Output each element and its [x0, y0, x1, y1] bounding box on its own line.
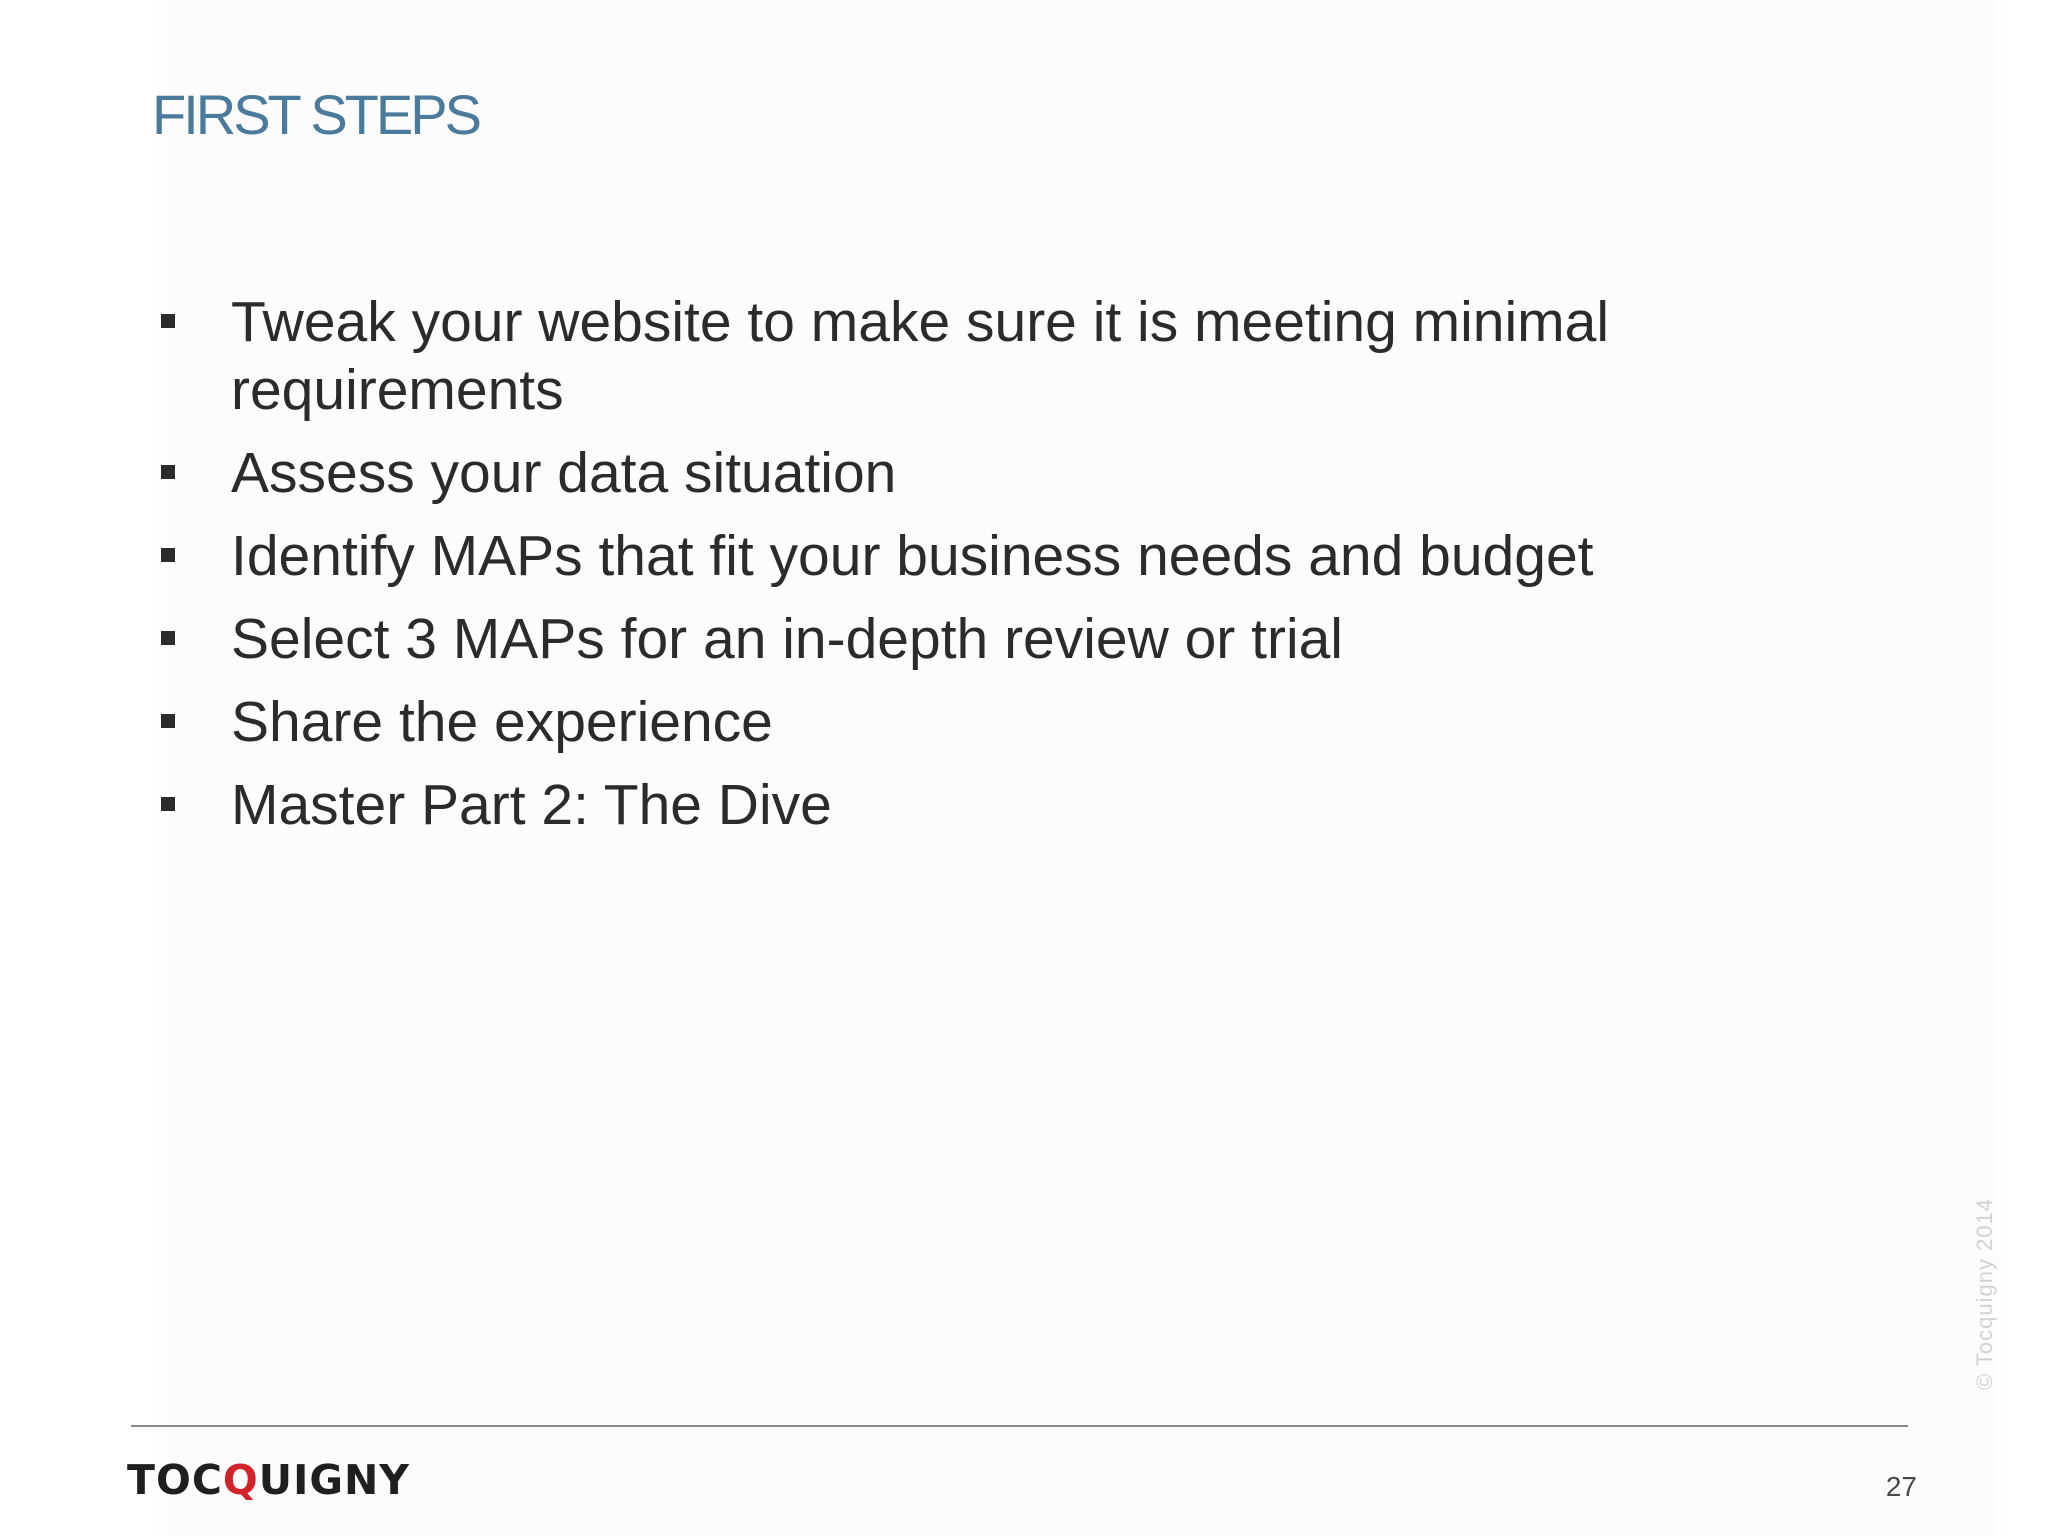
- square-bullet-icon: [161, 548, 175, 562]
- bullet-text: Select 3 MAPs for an in-depth review or trial: [231, 607, 1343, 671]
- square-bullet-icon: [161, 314, 175, 328]
- company-logo: [127, 1456, 410, 1504]
- square-bullet-icon: [161, 714, 175, 728]
- bullet-text: Share the experience: [231, 690, 773, 754]
- square-bullet-icon: [161, 631, 175, 645]
- bullet-item: [155, 605, 1715, 673]
- copyright-text: © Tocquigny 2014: [1972, 1197, 1997, 1390]
- square-bullet-icon: [161, 797, 175, 811]
- bullet-item: [155, 522, 1715, 590]
- bullet-list: [155, 288, 1715, 854]
- page-number: 27: [1885, 1471, 1917, 1502]
- logo-text-end: UIGNY: [258, 1456, 410, 1504]
- bullet-text: Master Part 2: The Dive: [231, 773, 832, 837]
- bullet-item: [155, 439, 1715, 507]
- bullet-item: [155, 688, 1715, 756]
- bullet-text: Tweak your website to make sure it is meeting minimal requirements: [231, 290, 1610, 422]
- footer-divider: [131, 1425, 1908, 1427]
- bullet-text: Identify MAPs that fit your business needs and budget: [231, 524, 1594, 588]
- bullet-item: [155, 771, 1715, 839]
- slide-title: FIRST STEPS: [152, 83, 479, 146]
- square-bullet-icon: [161, 465, 175, 479]
- bullet-text: Assess your data situation: [231, 441, 897, 505]
- logo-accent-letter: Q: [222, 1456, 259, 1504]
- bullet-item: [155, 288, 1715, 424]
- logo-text-start: TOC: [127, 1456, 223, 1504]
